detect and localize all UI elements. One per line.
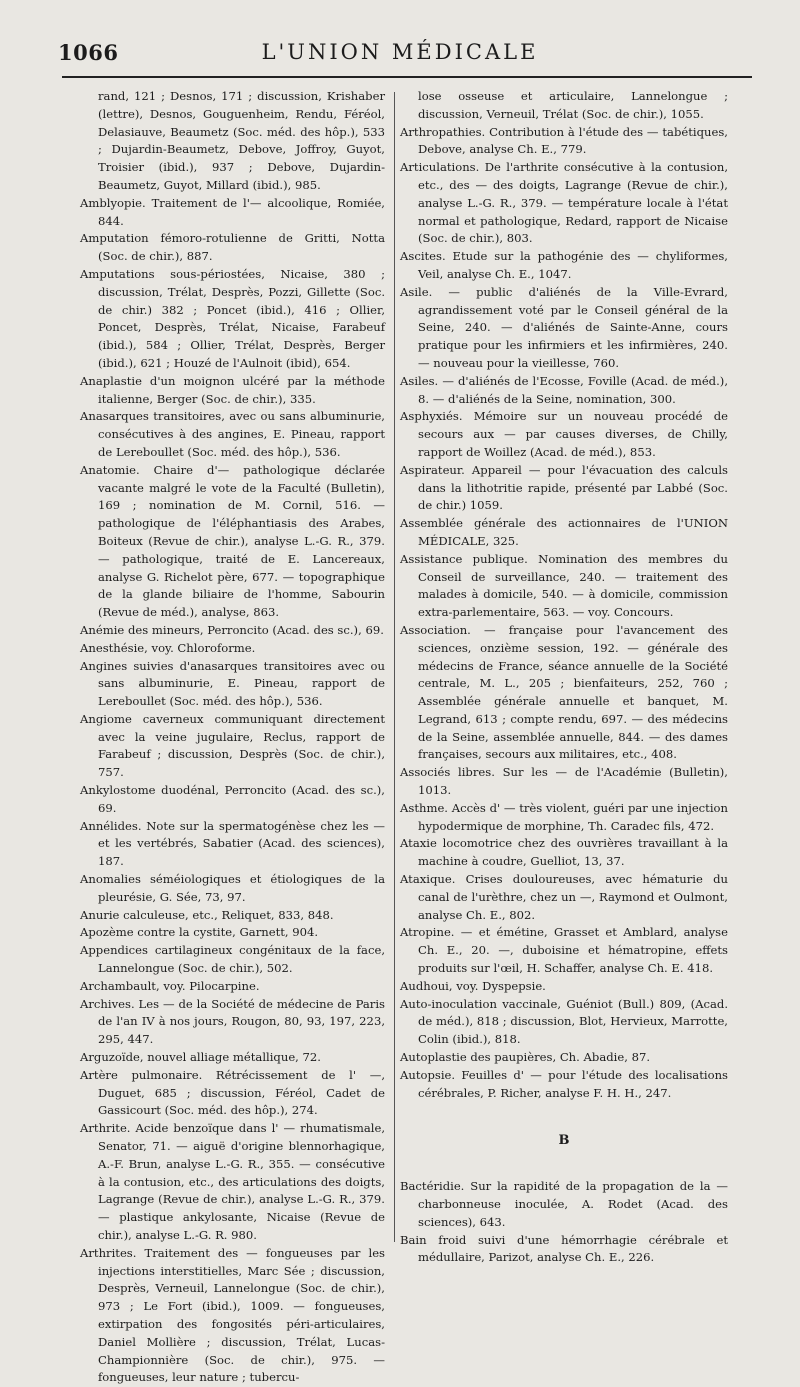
section-letter: B <box>558 1133 570 1149</box>
index-entry: Associés libres. Sur les — de l'Académie (Bulletin), 1013. <box>400 765 728 798</box>
running-title: L'UNION MÉDICALE <box>261 40 539 64</box>
index-entry: Ankylostome duodénal, Perroncito (Acad. des sc.), 69. <box>80 783 385 815</box>
index-entry: Appendices cartilagineux congénitaux de la face, Lannelongue (Soc. de chir.), 502. <box>80 943 385 976</box>
page-number: 1066 <box>58 40 119 65</box>
index-entry: Autopsie. Feuilles d' — pour l'étude des localisations cérébrales, P. Richer, analyse F. H. H., 247. <box>400 1067 728 1100</box>
index-entry: Anatomie. Chaire d'— pathologique déclarée vacante malgré le vote de la Faculté (Bulletin), 169 ; nomination de M. Cornil, 516. — pathologique de l'éléphantiasis des Arabes, Boiteux (Revue de chir.), analyse L.-G. R., 379. — pathologique, traité de E. Lancereaux, analyse G. Richelot père, 677. — topographique de la glande biliaire de l'homme, Sabourin (Revue de méd.), analyse, 863. <box>80 462 385 620</box>
index-entry: Asthme. Accès d' — très violent, guéri par une injection hypodermique de morphine, Th. Caradec fils, 472. <box>400 800 728 833</box>
index-entry: rand, 121 ; Desnos, 171 ; discussion, Krishaber (lettre), Desnos, Gouguenheim, Rendu, Féréol, Delasiauve, Beaumetz (Soc. méd. des hôp.), 533 ; Dujardin-Beaumetz, Debove, Joffroy, Guyot, Troisier (ibid.), 937 ; Debove, Dujardin-Beaumetz, Guyot, Millard (ibid.), 985. <box>98 89 385 192</box>
column-divider <box>394 92 395 1242</box>
index-entry: Apozème contre la cystite, Garnett, 904. <box>80 925 319 940</box>
index-entry: Atropine. — et émétine, Grasset et Amblard, analyse Ch. E., 20. —, duboisine et hématropine, effets produits sur l'œil, H. Schaffer, analyse Ch. E. 418. <box>400 925 728 976</box>
index-entry: Bain froid suivi d'une hémorrhagie cérébrale et médullaire, Parizot, analyse Ch. E., 226. <box>400 1232 728 1265</box>
index-entry: Asiles. — d'aliénés de l'Ecosse, Foville (Acad. de méd.), 8. — d'aliénés de la Seine, nomination, 300. <box>400 373 728 406</box>
index-entry: Anaplastie d'un moignon ulcéré par la méthode italienne, Berger (Soc. de chir.), 335. <box>80 373 385 406</box>
index-entry: Archives. Les — de la Société de médecine de Paris de l'an IV à nos jours, Rougon, 80, 93, 197, 223, 295, 447. <box>80 996 385 1047</box>
index-entry: Annélides. Note sur la spermatogénèse chez les — et les vertébrés, Sabatier (Acad. des sciences), 187. <box>80 818 385 869</box>
right-column <box>400 88 728 1267</box>
index-entry: Asphyxiés. Mémoire sur un nouveau procédé de secours aux — par causes diverses, de Chilly, rapport de Woillez (Acad. de méd.), 853. <box>400 409 728 459</box>
index-entry: Arthropathies. Contribution à l'étude des — tabétiques, Debove, analyse Ch. E., 779. <box>400 124 728 157</box>
index-entry: Angines suivies d'anasarques transitoires avec ou sans albuminurie, E. Pineau, rapport de Lereboullet (Soc. méd. des hôp.), 536. <box>80 658 385 709</box>
index-entry: Ataxie locomotrice chez des ouvrières travaillant à la machine à coudre, Guelliot, 13, 37. <box>400 836 728 869</box>
index-entry: Arthrite. Acide benzoïque dans l' — rhumatismale, Senator, 71. — aiguë d'origine blennorhagique, A.-F. Brun, analyse L.-G. R., 355. — consécutive à la contusion, etc., des articulations des doigts, Lagrange (Revue de chir.), analyse L.-G. R., 379. — plastique ankylosante, Nicaise (Revue de chir.), analyse L.-G. R. 980. <box>80 1121 385 1242</box>
index-entry: Anomalies séméiologiques et étiologiques de la pleurésie, G. Sée, 73, 97. <box>80 872 385 904</box>
index-entry: Arthrites. Traitement des — fongueuses par les injections interstitielles, Marc Sée ; discussion, Desprès, Verneuil, Lannelongue (Soc. de chir.), 973 ; Le Fort (ibid.), 1009. — fongueuses, extirpation des fongosités péri-articulaires, Daniel Mollière ; discussion, Trélat, Lucas-Championnière (Soc. de chir.), 975. — fongueuses, leur nature ; tubercu- <box>80 1245 385 1385</box>
index-entry: Arguzoïde, nouvel alliage métallique, 72. <box>80 1050 321 1065</box>
index-entry: Anesthésie, voy. Chloroforme. <box>80 640 256 655</box>
index-entry: Assistance publique. Nomination des membres du Conseil de surveillance, 240. — traitement des malades à domicile, 540. — à domicile, commission extra-parlementaire, 563. — voy. Concours. <box>400 551 728 620</box>
index-entry: Auto-inoculation vaccinale, Guéniot (Bull.) 809, (Acad. de méd.), 818 ; discussion, Blot, Hervieux, Marrotte, Colin (ibid.), 818. <box>400 996 728 1047</box>
index-entry: lose osseuse et articulaire, Lannelongue ; discussion, Verneuil, Trélat (Soc. de chir.), 1055. <box>418 89 728 121</box>
index-entry: Bactéridie. Sur la rapidité de la propagation de la — charbonneuse inoculée, A. Rodet (Acad. des sciences), 643. <box>400 1179 728 1229</box>
index-entry: Anurie calculeuse, etc., Reliquet, 833, 848. <box>80 907 334 922</box>
index-entry: Anémie des mineurs, Perroncito (Acad. des sc.), 69. <box>80 622 384 637</box>
index-entry: Aspirateur. Appareil — pour l'évacuation des calculs dans la lithotritie rapide, présenté par Labbé (Soc. de chir.) 1059. <box>400 462 728 513</box>
index-entry: Asile. — public d'aliénés de la Ville-Evrard, agrandissement voté par le Conseil général de la Seine, 240. — d'aliénés de Sainte-Anne, cours pratique pour les infirmiers et les infirmières, 240. — nouveau pour la vieillesse, 760. <box>400 284 728 370</box>
header-rule <box>62 76 752 78</box>
index-entry: Articulations. De l'arthrite consécutive à la contusion, etc., des — des doigts, Lagrange (Revue de chir.), analyse L.-G. R., 379. — température locale à l'état normal et pathologique, Redard, rapport de Nicaise (Soc. de chir.), 803. <box>400 160 728 246</box>
index-entry: Ascites. Etude sur la pathogénie des — chyliformes, Veil, analyse Ch. E., 1047. <box>400 249 728 281</box>
index-entry: Amputation fémoro-rotulienne de Gritti, Notta (Soc. de chir.), 887. <box>80 231 385 264</box>
index-entry: Angiome caverneux communiquant directement avec la veine jugulaire, Reclus, rapport de Farabeuf ; discussion, Desprès (Soc. de chir.), 757. <box>80 711 385 780</box>
index-entry: Artère pulmonaire. Rétrécissement de l' —, Duguet, 685 ; discussion, Féréol, Cadet de Gassicourt (Soc. méd. des hôp.), 274. <box>80 1067 385 1118</box>
left-column <box>80 88 385 1387</box>
index-entry: Ataxique. Crises douloureuses, avec hématurie du canal de l'urèthre, chez un —, Raymond et Oulmont, analyse Ch. E., 802. <box>400 872 728 922</box>
index-entry: Audhoui, voy. Dyspepsie. <box>400 978 546 993</box>
index-entry: Assemblée générale des actionnaires de l'UNION MÉDICALE, 325. <box>400 516 728 548</box>
index-entry: Amputations sous-périostées, Nicaise, 380 ; discussion, Trélat, Desprès, Pozzi, Gillette (Soc. de chir.) 382 ; Poncet (ibid.), 416 ; Ollier, Poncet, Desprès, Trélat, Nicaise, Farabeuf (ibid.), 584 ; Ollier, Trélat, Desprès, Berger (ibid.), 621 ; Houzé de l'Aulnoit (ibid), 654. <box>80 266 385 370</box>
index-entry: Amblyopie. Traitement de l'— alcoolique, Romiée, 844. <box>80 195 385 228</box>
index-entry: Anasarques transitoires, avec ou sans albuminurie, consécutives à des angines, E. Pineau, rapport de Lereboullet (Soc. méd. des hôp.), 536. <box>80 409 385 459</box>
index-entry: Archambault, voy. Pilocarpine. <box>80 978 260 993</box>
index-entry: Association. — française pour l'avancement des sciences, onzième session, 192. — générale des médecins de France, séance annuelle de la Société centrale, M. L., 205 ; bienfaiteurs, 252, 760 ; Assemblée générale annuelle et banquet, M. Legrand, 613 ; compte rendu, 697. — des médecins de la Seine, assemblée annuelle, 844. — des dames françaises, secours aux militaires, etc., 408. <box>400 622 728 762</box>
index-entry: Autoplastie des paupières, Ch. Abadie, 87. <box>400 1050 651 1065</box>
